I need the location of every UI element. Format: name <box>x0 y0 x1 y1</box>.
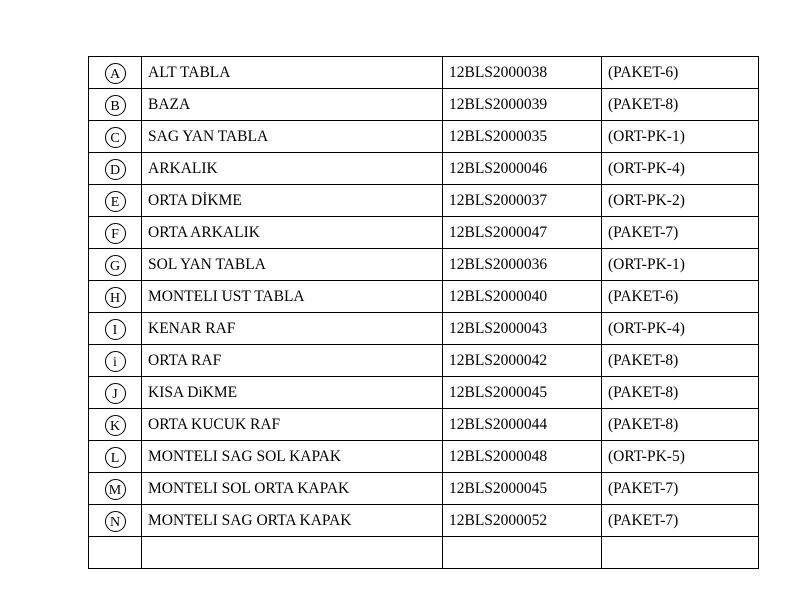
row-name-cell <box>142 537 443 569</box>
row-mark-cell <box>89 409 142 441</box>
table-row <box>89 121 759 153</box>
row-package-cell: (PAKET-8) <box>602 409 759 441</box>
mark-badge: L <box>105 447 126 468</box>
mark-badge: B <box>105 95 126 116</box>
row-package-cell: (ORT-PK-4) <box>602 313 759 345</box>
row-code-cell: 12BLS2000043 <box>443 313 602 345</box>
row-code-cell: 12BLS2000045 <box>443 473 602 505</box>
table-row <box>89 537 759 569</box>
row-code-cell: 12BLS2000039 <box>443 89 602 121</box>
row-code-cell: 12BLS2000048 <box>443 441 602 473</box>
row-mark-cell <box>89 281 142 313</box>
mark-badge: I <box>105 319 126 340</box>
row-name-cell: SAG YAN TABLA <box>142 121 443 153</box>
row-code-cell: 12BLS2000052 <box>443 505 602 537</box>
row-code-cell: 12BLS2000042 <box>443 345 602 377</box>
row-code-cell: 12BLS2000035 <box>443 121 602 153</box>
row-code-cell: 12BLS2000040 <box>443 281 602 313</box>
row-mark-cell <box>89 473 142 505</box>
row-package-cell: (PAKET-7) <box>602 217 759 249</box>
row-package-cell: (PAKET-8) <box>602 89 759 121</box>
row-code-cell: 12BLS2000046 <box>443 153 602 185</box>
row-name-cell: ORTA DİKME <box>142 185 443 217</box>
mark-badge: G <box>105 255 126 276</box>
row-name-cell: SOL YAN TABLA <box>142 249 443 281</box>
row-name-cell: ARKALIK <box>142 153 443 185</box>
table-row <box>89 185 759 217</box>
row-package-cell <box>602 537 759 569</box>
row-code-cell: 12BLS2000044 <box>443 409 602 441</box>
row-code-cell <box>443 537 602 569</box>
row-mark-cell <box>89 57 142 89</box>
row-mark-cell <box>89 377 142 409</box>
table-row <box>89 89 759 121</box>
row-mark-cell <box>89 505 142 537</box>
row-mark-cell <box>89 537 142 569</box>
row-package-cell: (PAKET-8) <box>602 345 759 377</box>
table-row <box>89 345 759 377</box>
row-code-cell: 12BLS2000047 <box>443 217 602 249</box>
mark-badge: M <box>105 479 126 500</box>
row-name-cell: ORTA KUCUK RAF <box>142 409 443 441</box>
table-row <box>89 249 759 281</box>
row-package-cell: (ORT-PK-1) <box>602 249 759 281</box>
row-package-cell: (PAKET-8) <box>602 377 759 409</box>
row-mark-cell <box>89 249 142 281</box>
table-row <box>89 57 759 89</box>
row-name-cell: MONTELI SOL ORTA KAPAK <box>142 473 443 505</box>
row-mark-cell <box>89 153 142 185</box>
row-name-cell: ALT TABLA <box>142 57 443 89</box>
row-package-cell: (PAKET-7) <box>602 473 759 505</box>
table-row <box>89 441 759 473</box>
table-row <box>89 377 759 409</box>
row-mark-cell <box>89 217 142 249</box>
row-name-cell: KENAR RAF <box>142 313 443 345</box>
row-package-cell: (PAKET-6) <box>602 281 759 313</box>
row-mark-cell <box>89 313 142 345</box>
table-row <box>89 505 759 537</box>
table-row <box>89 281 759 313</box>
parts-list-table <box>88 56 759 569</box>
table-row <box>89 217 759 249</box>
row-code-cell: 12BLS2000045 <box>443 377 602 409</box>
row-name-cell: ORTA RAF <box>142 345 443 377</box>
mark-badge: J <box>105 383 126 404</box>
row-mark-cell <box>89 345 142 377</box>
mark-badge: C <box>105 127 126 148</box>
mark-badge: F <box>105 223 126 244</box>
row-package-cell: (ORT-PK-5) <box>602 441 759 473</box>
mark-badge: N <box>105 511 126 532</box>
row-name-cell: KISA DiKME <box>142 377 443 409</box>
mark-badge: E <box>105 191 126 212</box>
row-mark-cell <box>89 185 142 217</box>
row-code-cell: 12BLS2000038 <box>443 57 602 89</box>
row-package-cell: (PAKET-7) <box>602 505 759 537</box>
table-row <box>89 153 759 185</box>
row-name-cell: ORTA ARKALIK <box>142 217 443 249</box>
parts-list-body <box>89 57 759 569</box>
mark-badge: D <box>105 159 126 180</box>
mark-badge: H <box>105 287 126 308</box>
row-package-cell: (ORT-PK-1) <box>602 121 759 153</box>
row-mark-cell <box>89 441 142 473</box>
mark-badge: K <box>105 415 126 436</box>
mark-badge: A <box>105 63 126 84</box>
row-package-cell: (ORT-PK-4) <box>602 153 759 185</box>
row-name-cell: MONTELI SAG SOL KAPAK <box>142 441 443 473</box>
table-row <box>89 409 759 441</box>
row-code-cell: 12BLS2000037 <box>443 185 602 217</box>
row-code-cell: 12BLS2000036 <box>443 249 602 281</box>
row-mark-cell <box>89 89 142 121</box>
row-name-cell: MONTELI UST TABLA <box>142 281 443 313</box>
row-mark-cell <box>89 121 142 153</box>
table-row <box>89 473 759 505</box>
row-name-cell: BAZA <box>142 89 443 121</box>
row-name-cell: MONTELI SAG ORTA KAPAK <box>142 505 443 537</box>
row-package-cell: (ORT-PK-2) <box>602 185 759 217</box>
table-row <box>89 313 759 345</box>
row-package-cell: (PAKET-6) <box>602 57 759 89</box>
mark-badge: i <box>105 351 126 372</box>
